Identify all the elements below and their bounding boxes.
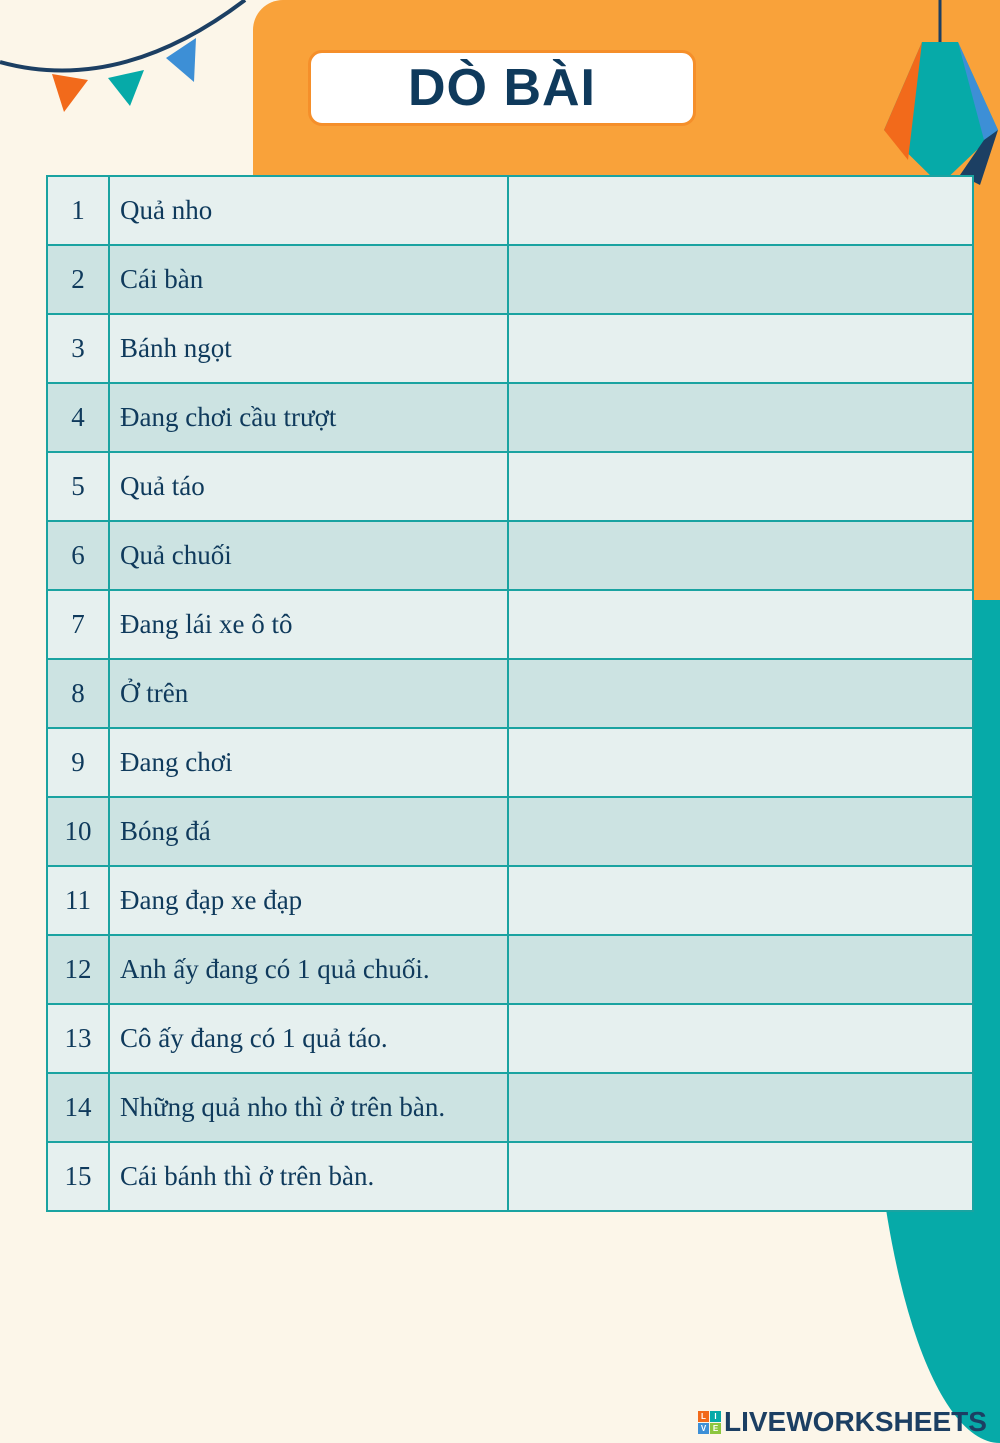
vietnamese-prompt: Quả táo xyxy=(109,452,508,521)
row-number: 10 xyxy=(47,797,109,866)
table-row xyxy=(47,866,973,935)
table-row xyxy=(47,1004,973,1073)
row-number: 2 xyxy=(47,245,109,314)
row-number: 15 xyxy=(47,1142,109,1211)
vietnamese-prompt: Bánh ngọt xyxy=(109,314,508,383)
answer-field[interactable] xyxy=(508,452,973,521)
bunting-decoration xyxy=(0,0,260,120)
vietnamese-prompt: Quả nho xyxy=(109,176,508,245)
answer-field[interactable] xyxy=(508,590,973,659)
vietnamese-prompt: Cái bàn xyxy=(109,245,508,314)
vietnamese-prompt: Đang chơi cầu trượt xyxy=(109,383,508,452)
table-row xyxy=(47,659,973,728)
row-number: 14 xyxy=(47,1073,109,1142)
answer-field[interactable] xyxy=(508,1142,973,1211)
answer-field[interactable] xyxy=(508,521,973,590)
row-number: 1 xyxy=(47,176,109,245)
page-title: DÒ BÀI xyxy=(408,59,596,117)
row-number: 12 xyxy=(47,935,109,1004)
vietnamese-prompt: Cô ấy đang có 1 quả táo. xyxy=(109,1004,508,1073)
vietnamese-prompt: Đang đạp xe đạp xyxy=(109,866,508,935)
title-box xyxy=(308,50,696,126)
answer-field[interactable] xyxy=(508,797,973,866)
answer-field[interactable] xyxy=(508,245,973,314)
liveworksheets-logo xyxy=(698,1404,987,1440)
table-row xyxy=(47,245,973,314)
row-number: 6 xyxy=(47,521,109,590)
vietnamese-prompt: Những quả nho thì ở trên bàn. xyxy=(109,1073,508,1142)
answer-field[interactable] xyxy=(508,1004,973,1073)
table-row xyxy=(47,590,973,659)
table-row xyxy=(47,314,973,383)
table-row xyxy=(47,797,973,866)
answer-field[interactable] xyxy=(508,935,973,1004)
row-number: 7 xyxy=(47,590,109,659)
table-row xyxy=(47,176,973,245)
answer-field[interactable] xyxy=(508,314,973,383)
table-row xyxy=(47,935,973,1004)
vietnamese-prompt: Đang chơi xyxy=(109,728,508,797)
bunting-flag-teal xyxy=(108,70,144,106)
logo-text: LIVEWORKSHEETS xyxy=(724,1406,987,1437)
vietnamese-prompt: Đang lái xe ô tô xyxy=(109,590,508,659)
answer-field[interactable] xyxy=(508,383,973,452)
row-number: 11 xyxy=(47,866,109,935)
lantern-decoration xyxy=(880,0,1000,190)
vocabulary-table xyxy=(46,175,974,1212)
vietnamese-prompt: Quả chuối xyxy=(109,521,508,590)
vietnamese-prompt: Anh ấy đang có 1 quả chuối. xyxy=(109,935,508,1004)
vietnamese-prompt: Cái bánh thì ở trên bàn. xyxy=(109,1142,508,1211)
table-row xyxy=(47,1142,973,1211)
vietnamese-prompt: Bóng đá xyxy=(109,797,508,866)
answer-field[interactable] xyxy=(508,728,973,797)
row-number: 8 xyxy=(47,659,109,728)
answer-field[interactable] xyxy=(508,176,973,245)
row-number: 4 xyxy=(47,383,109,452)
table-row xyxy=(47,521,973,590)
bunting-flag-orange xyxy=(52,74,88,112)
table-row xyxy=(47,728,973,797)
table-row xyxy=(47,1073,973,1142)
row-number: 13 xyxy=(47,1004,109,1073)
row-number: 9 xyxy=(47,728,109,797)
answer-field[interactable] xyxy=(508,659,973,728)
answer-field[interactable] xyxy=(508,1073,973,1142)
logo-icon: L I V E xyxy=(698,1411,721,1434)
vietnamese-prompt: Ở trên xyxy=(109,659,508,728)
table-row xyxy=(47,383,973,452)
answer-field[interactable] xyxy=(508,866,973,935)
table-row xyxy=(47,452,973,521)
row-number: 5 xyxy=(47,452,109,521)
row-number: 3 xyxy=(47,314,109,383)
